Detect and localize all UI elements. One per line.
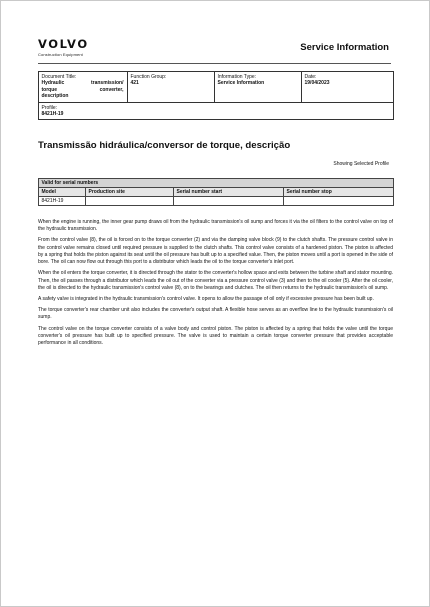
meta-cell-function-group (128, 72, 215, 103)
cell-production-site (86, 197, 174, 206)
paragraph: A safety valve is integrated in the hydraulic transmission's control valve. It opens to allow the passage of oil only if excessive pressure has been built up. (38, 296, 374, 303)
header-title: Service Information (300, 42, 389, 53)
page-title: Transmissão hidráulica/conversor de torque, descrição (38, 140, 291, 151)
profile-value: 8421H-19 (41, 111, 64, 118)
document-title-line-1: Hydraulic transmission/ (41, 80, 124, 87)
paragraph: From the control valve (8), the oil is forced on to the torque converter (2) and via the damping valve block (9) to the clutch shafts. The pressure control valve in the control valve remains closed until required pressure is supplied to the clutch shafts. This control valve consists of a hardened piston. The piston is affected by a spring that holds the piston against its seat until the oil pressure has built up to a specified value. Then, the piston moves until a port is opened in the side of bore. The oil can now flow out through this port to a distributor which leads the oil to the torque converter's inlet port. (38, 237, 393, 266)
profile-note: Showing Selected Profile (333, 161, 389, 167)
column-header-model: Model (39, 188, 86, 197)
function-group-label: Function Group: (130, 74, 167, 80)
meta-cell-profile (39, 102, 394, 120)
paragraph: The torque converter's rear chamber unit also includes the converter's output shaft. A flexible hose serves as an overflow line to the hydraulic transmission's oil sump. (38, 307, 393, 321)
document-title-line-3: description (41, 93, 69, 100)
function-group-value: 421 (130, 80, 139, 87)
date-label: Date: (304, 74, 317, 80)
column-header-production-site: Production site (86, 188, 174, 197)
description-body (38, 219, 393, 351)
paragraph: When the oil enters the torque converter, it is directed through the stator to the converter's hollow space and exits between the turbine shaft and stator mounting. Then, the oil passes through a distributor which leads the oil out of the converter via a pressure control valve (3) and then to the oil cooler (5). After the oil cooler, the oil is directed to the hydraulic transmission's control valve (8), on to the bearings and clutches. The oil then returns to the hydraulic transmission's oil sump. (38, 270, 393, 291)
table-row (39, 197, 394, 206)
information-type-value: Service Information (217, 80, 265, 87)
paragraph: The control valve on the torque converter consists of a valve body and control piston. The piston is affected by a spring that holds the valve until the torque converter's oil pressure has built up to specified pressure. The valve is used to maintain a certain torque converter pressure that provides acceptable performance in all conditions. (38, 325, 393, 347)
cell-serial-start (174, 197, 284, 206)
meta-cell-date (302, 72, 394, 103)
serial-table-group-header: Valid for serial numbers (39, 179, 394, 188)
information-type-label: Information Type: (217, 74, 257, 80)
paragraph: When the engine is running, the inner gear pump draws oil from the hydraulic transmission's oil sump and forces it via the oil filters to the control valve on top of the hydraulic transmission. (38, 219, 393, 233)
serial-number-table (38, 178, 394, 206)
profile-label: Profile: (41, 104, 58, 111)
column-header-serial-stop: Serial number stop (284, 188, 394, 197)
brand-wordmark: VOLVO (38, 37, 89, 51)
brand-subtitle: Construction Equipment (38, 52, 83, 57)
document-metadata-table (38, 71, 394, 120)
meta-cell-information-type (215, 72, 302, 103)
column-header-serial-start: Serial number start (174, 188, 284, 197)
header-divider (38, 63, 391, 64)
volvo-logo (38, 38, 89, 57)
cell-model: 8421H-19 (39, 197, 86, 206)
cell-serial-stop (284, 197, 394, 206)
document-title-label: Document Title: (41, 74, 77, 80)
document-title-line-2: torque converter, (41, 86, 124, 93)
meta-cell-document-title (39, 72, 128, 103)
date-value: 19/04/2023 (304, 80, 330, 87)
